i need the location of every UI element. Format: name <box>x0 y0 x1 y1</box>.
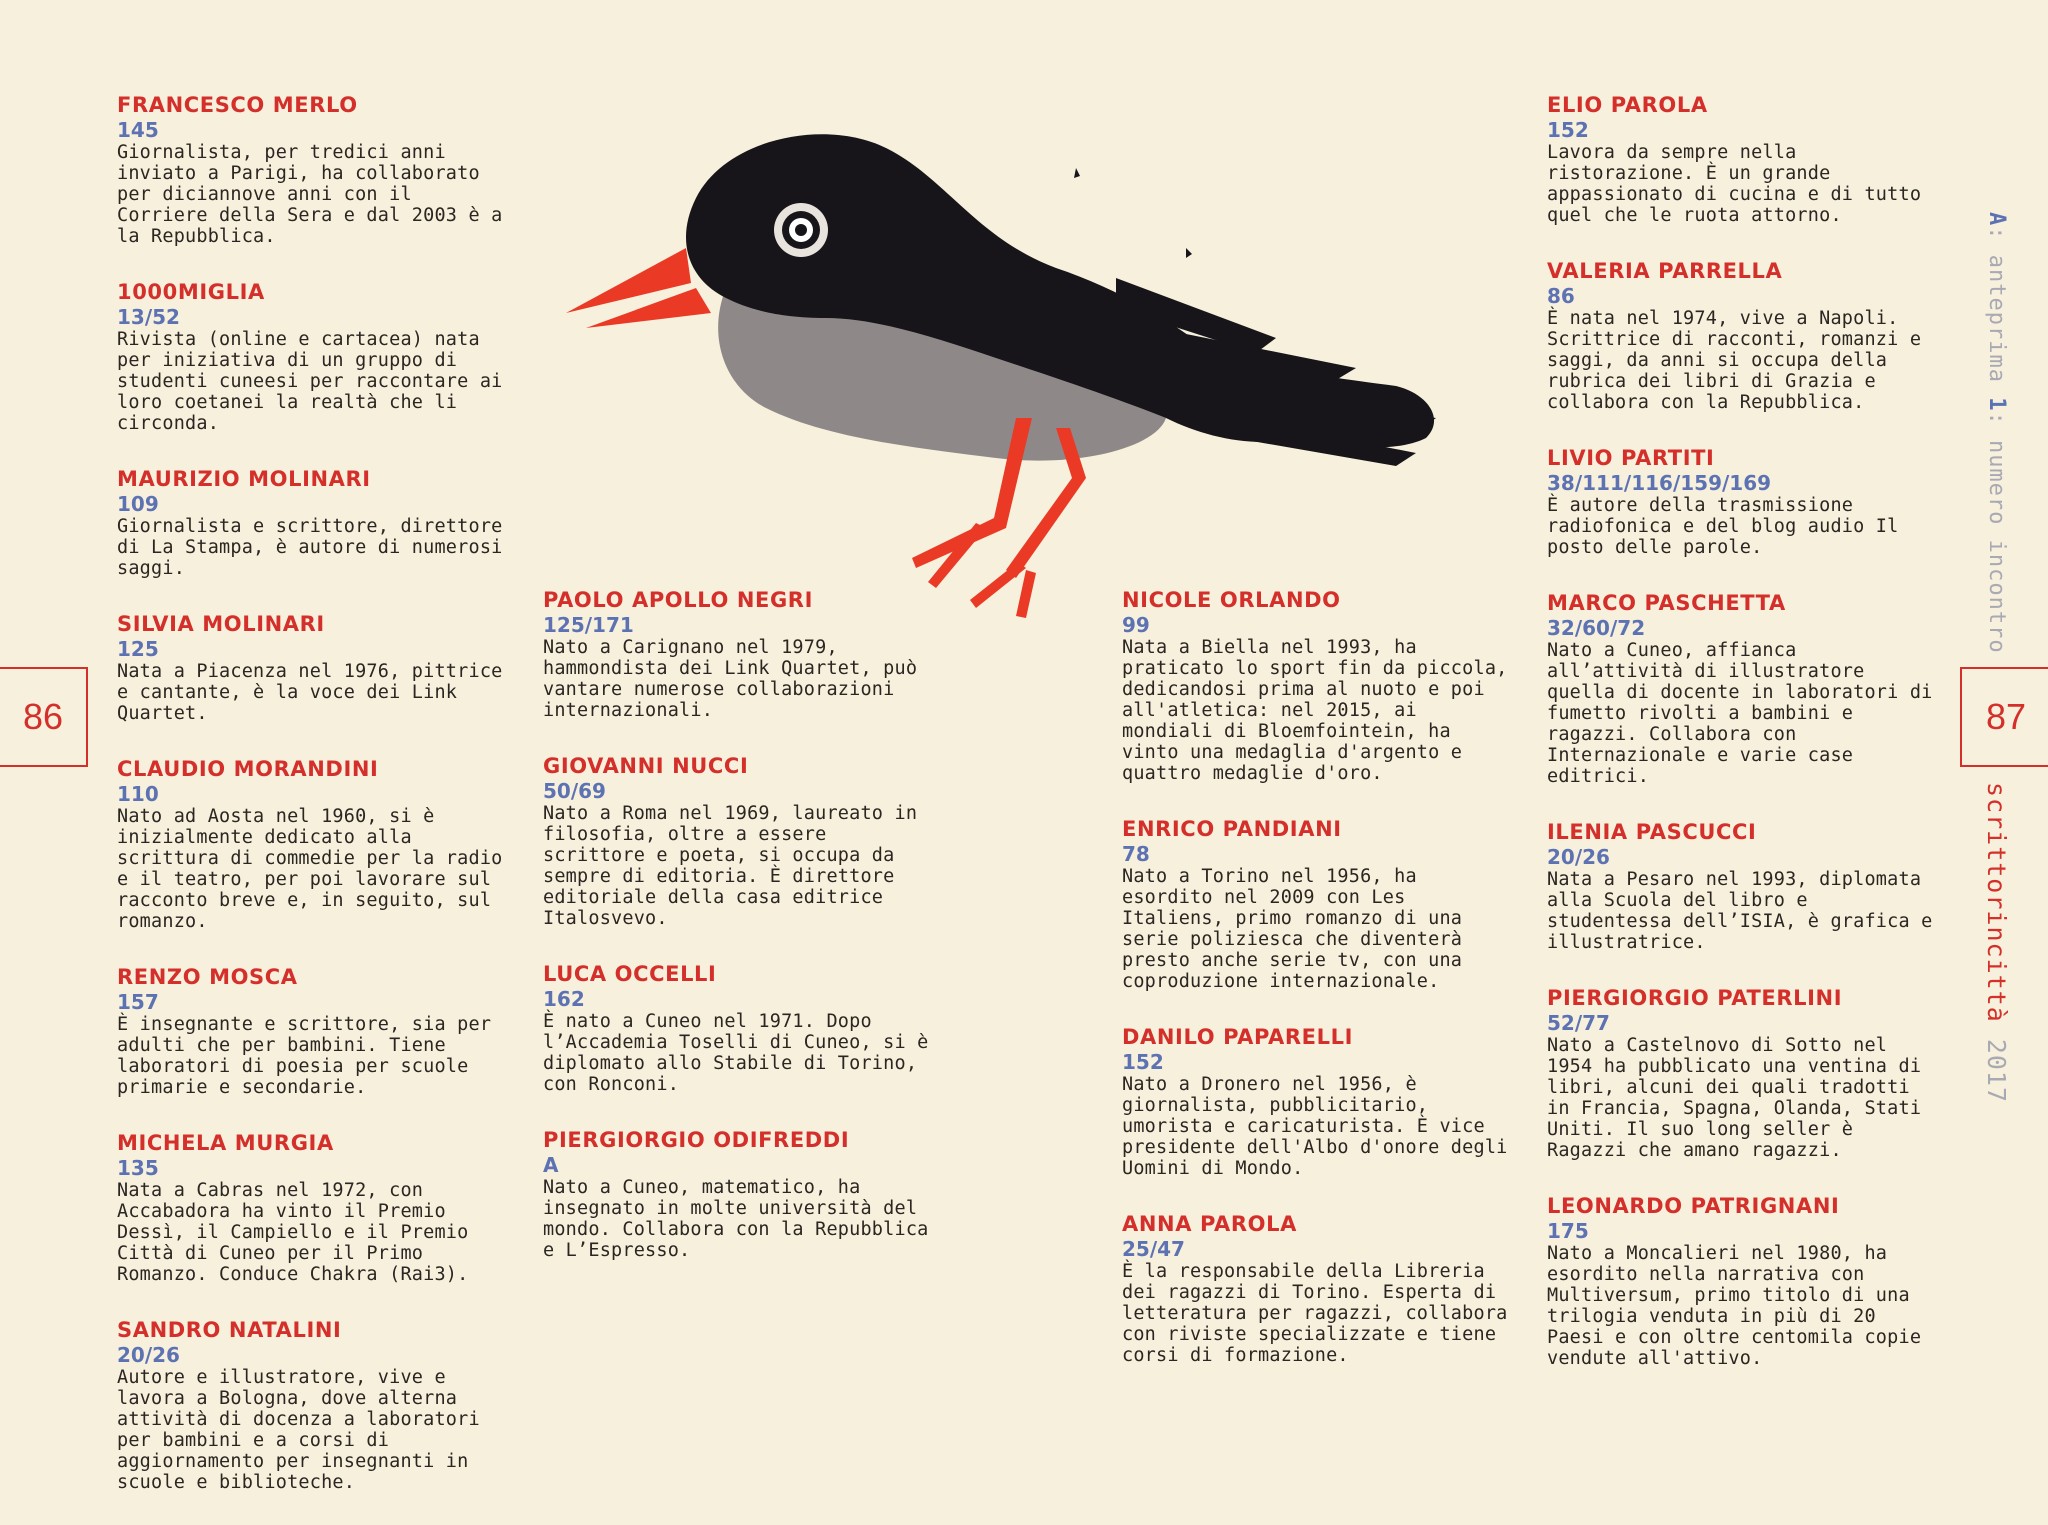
column-3 <box>1122 587 1512 1398</box>
author-pages: 125 <box>117 637 159 661</box>
publication-title: scrittorincittà <box>1982 782 2011 1023</box>
publication-year: 2017 <box>1982 1022 2011 1104</box>
author-pages: 125/171 <box>543 613 634 637</box>
author-name: 1000MIGLIA <box>117 280 265 304</box>
author-bio: È insegnante e scrittore, sia per adulti che per bambini. Tiene laboratori di poesia per scuole primarie e secondarie. <box>117 1014 492 1098</box>
section-text: : anteprima <box>1984 226 2009 398</box>
author-pages: 86 <box>1547 284 1575 308</box>
author-entry <box>1547 1193 1937 1369</box>
author-name: ELIO PAROLA <box>1547 93 1708 117</box>
author-bio: Nato a Castelnovo di Sotto nel 1954 ha pubblicato una ventina di libri, alcuni dei quali tradotti in Francia, Spagna, Olanda, Stati Uniti. Il suo long seller è Ragazzi che amano ragazzi. <box>1547 1035 1922 1161</box>
author-pages: 32/60/72 <box>1547 616 1646 640</box>
author-name: ENRICO PANDIANI <box>1122 817 1342 841</box>
author-pages: 157 <box>117 990 159 1014</box>
author-pages: 13/52 <box>117 305 180 329</box>
author-entry <box>117 279 507 434</box>
author-entry <box>1122 816 1512 992</box>
author-name: DANILO PAPARELLI <box>1122 1025 1353 1049</box>
author-pages: 20/26 <box>117 1343 180 1367</box>
author-bio: Nata a Biella nel 1993, ha praticato lo sport fin da piccola, dedicandosi prima al nuoto e poi all'atletica: nel 2015, ai mondiali di Bloemfointein, ha vinto una medaglia d'argento e quattro medaglie d'oro. <box>1122 637 1508 784</box>
column-4 <box>1547 92 1937 1401</box>
author-entry <box>543 587 933 721</box>
author-pages: 20/26 <box>1547 845 1610 869</box>
author-entry <box>117 1317 507 1493</box>
author-bio: Lavora da sempre nella ristorazione. È un grande appassionato di cucina e di tutto quel che le ruota attorno. <box>1547 142 1922 226</box>
author-bio: Nata a Piacenza nel 1976, pittrice e cantante, è la voce dei Link Quartet. <box>117 661 503 724</box>
author-bio: Nato ad Aosta nel 1960, si è inizialmente dedicato alla scrittura di commedie per la radio e il teatro, per poi lavorare sul racconto breve e, in seguito, sul romanzo. <box>117 806 503 932</box>
author-entry <box>117 466 507 579</box>
author-bio: È la responsabile della Libreria dei ragazzi di Torino. Esperta di letteratura per ragazzi, collabora con riviste specializzate e tiene corsi di formazione. <box>1122 1261 1508 1366</box>
author-entry <box>1547 445 1937 558</box>
author-entry <box>1122 1211 1512 1366</box>
author-entry <box>117 611 507 724</box>
author-bio: Nata a Cabras nel 1972, con Accabadora ha vinto il Premio Dessì, il Campiello e il Premio Città di Cuneo per il Primo Romanzo. Conduce Chakra (Rai3). <box>117 1180 469 1285</box>
author-name: PIERGIORGIO PATERLINI <box>1547 986 1843 1010</box>
column-1 <box>117 92 507 1525</box>
author-pages: 38/111/116/159/169 <box>1547 471 1772 495</box>
section-subtext: : numero incontro <box>1984 411 2009 654</box>
author-entry <box>543 753 933 929</box>
author-entry <box>117 964 507 1098</box>
author-name: PIERGIORGIO ODIFREDDI <box>543 1128 850 1152</box>
author-entry <box>1547 985 1937 1161</box>
author-entry <box>1547 92 1937 226</box>
author-bio: Autore e illustratore, vive e lavora a Bologna, dove alterna attività di docenza a laboratori per bambini e a corsi di aggiornamento per insegnanti in scuole e biblioteche. <box>117 1367 480 1493</box>
author-pages: 152 <box>1547 118 1589 142</box>
author-entry <box>1122 1024 1512 1179</box>
author-name: ILENIA PASCUCCI <box>1547 820 1757 844</box>
author-pages: 99 <box>1122 613 1150 637</box>
author-name: MICHELA MURGIA <box>117 1131 334 1155</box>
author-pages: 152 <box>1122 1050 1164 1074</box>
author-pages: A <box>543 1153 559 1177</box>
author-name: MARCO PASCHETTA <box>1547 591 1786 615</box>
author-pages: 145 <box>117 118 159 142</box>
page-number-right: 87 <box>1960 667 2048 767</box>
author-bio: Rivista (online e cartacea) nata per iniziativa di un gruppo di studenti cuneesi per raccontare ai loro coetanei la realtà che li circonda. <box>117 329 503 434</box>
author-bio: È nato a Cuneo nel 1971. Dopo l’Accademia Toselli di Cuneo, si è diplomato allo Stabile di Torino, con Ronconi. <box>543 1011 929 1095</box>
author-pages: 109 <box>117 492 159 516</box>
author-pages: 52/77 <box>1547 1011 1610 1035</box>
author-bio: Nato a Moncalieri nel 1980, ha esordito nella narrativa con Multiversum, primo titolo di una trilogia venduta in più di 20 Paesi e con oltre centomila copie vendute all'attivo. <box>1547 1243 1922 1369</box>
author-bio: Nato a Cuneo, affianca all’attività di illustratore quella di docente in laboratori di fumetto rivolti a bambini e ragazzi. Collabora con Internazionale e varie case editrici. <box>1547 640 1933 787</box>
author-bio: Nato a Torino nel 1956, ha esordito nel 2009 con Les Italiens, primo romanzo di una serie poliziesca che diventerà presto anche serie tv, con una coproduzione internazionale. <box>1122 866 1463 992</box>
author-name: ANNA PAROLA <box>1122 1212 1297 1236</box>
author-pages: 78 <box>1122 842 1150 866</box>
author-name: SANDRO NATALINI <box>117 1318 342 1342</box>
author-name: CLAUDIO MORANDINI <box>117 757 379 781</box>
author-entry <box>1547 819 1937 953</box>
author-pages: 110 <box>117 782 159 806</box>
author-name: LIVIO PARTITI <box>1547 446 1715 470</box>
author-name: RENZO MOSCA <box>117 965 298 989</box>
author-pages: 175 <box>1547 1219 1589 1243</box>
author-bio: È autore della trasmissione radiofonica e del blog audio Il posto delle parole. <box>1547 495 1899 558</box>
column-2 <box>543 587 933 1293</box>
author-bio: Nato a Dronero nel 1956, è giornalista, pubblicitario, umorista e caricaturista. È vice presidente dell'Albo d'onore degli Uomini di Mondo. <box>1122 1074 1508 1179</box>
author-bio: Nato a Roma nel 1969, laureato in filosofia, oltre a essere scrittore e poeta, si occupa da sempre di editoria. È direttore editoriale della casa editrice Italosvevo. <box>543 803 918 929</box>
author-pages: 25/47 <box>1122 1237 1185 1261</box>
author-name: PAOLO APOLLO NEGRI <box>543 588 813 612</box>
author-name: FRANCESCO MERLO <box>117 93 358 117</box>
author-name: LEONARDO PATRIGNANI <box>1547 1194 1840 1218</box>
section-number: 1 <box>1984 397 2009 412</box>
author-bio: Giornalista, per tredici anni inviato a Parigi, ha collaborato per diciannove anni con il Corriere della Sera e dal 2003 è a la Repubblica. <box>117 142 503 247</box>
author-bio: Giornalista e scrittore, direttore di La Stampa, è autore di numerosi saggi. <box>117 516 503 579</box>
author-entry <box>543 961 933 1095</box>
author-name: LUCA OCCELLI <box>543 962 717 986</box>
author-name: SILVIA MOLINARI <box>117 612 325 636</box>
section-label <box>1984 212 2009 654</box>
author-entry <box>1547 258 1937 413</box>
author-bio: Nato a Carignano nel 1979, hammondista dei Link Quartet, può vantare numerose collaborazioni internazionali. <box>543 637 918 721</box>
author-entry <box>117 92 507 247</box>
publication-label <box>1982 782 2011 1103</box>
author-entry <box>1547 590 1937 787</box>
author-pages: 135 <box>117 1156 159 1180</box>
author-name: MAURIZIO MOLINARI <box>117 467 371 491</box>
author-entry <box>117 756 507 932</box>
section-letter: A <box>1984 212 2009 227</box>
author-name: NICOLE ORLANDO <box>1122 588 1341 612</box>
author-name: GIOVANNI NUCCI <box>543 754 749 778</box>
author-entry <box>1122 587 1512 784</box>
author-pages: 162 <box>543 987 585 1011</box>
author-pages: 50/69 <box>543 779 606 803</box>
author-bio: È nata nel 1974, vive a Napoli. Scrittrice di racconti, romanzi e saggi, da anni si occupa della rubrica dei libri di Grazia e collabora con la Repubblica. <box>1547 308 1922 413</box>
bird-illustration <box>556 118 1506 638</box>
author-bio: Nato a Cuneo, matematico, ha insegnato in molte università del mondo. Collabora con la Repubblica e L’Espresso. <box>543 1177 929 1261</box>
page-number-left: 86 <box>0 667 88 767</box>
author-name: VALERIA PARRELLA <box>1547 259 1783 283</box>
author-entry <box>117 1130 507 1285</box>
author-bio: Nata a Pesaro nel 1993, diplomata alla Scuola del libro e studentessa dell’ISIA, è grafica e illustratrice. <box>1547 869 1933 953</box>
author-entry <box>543 1127 933 1261</box>
